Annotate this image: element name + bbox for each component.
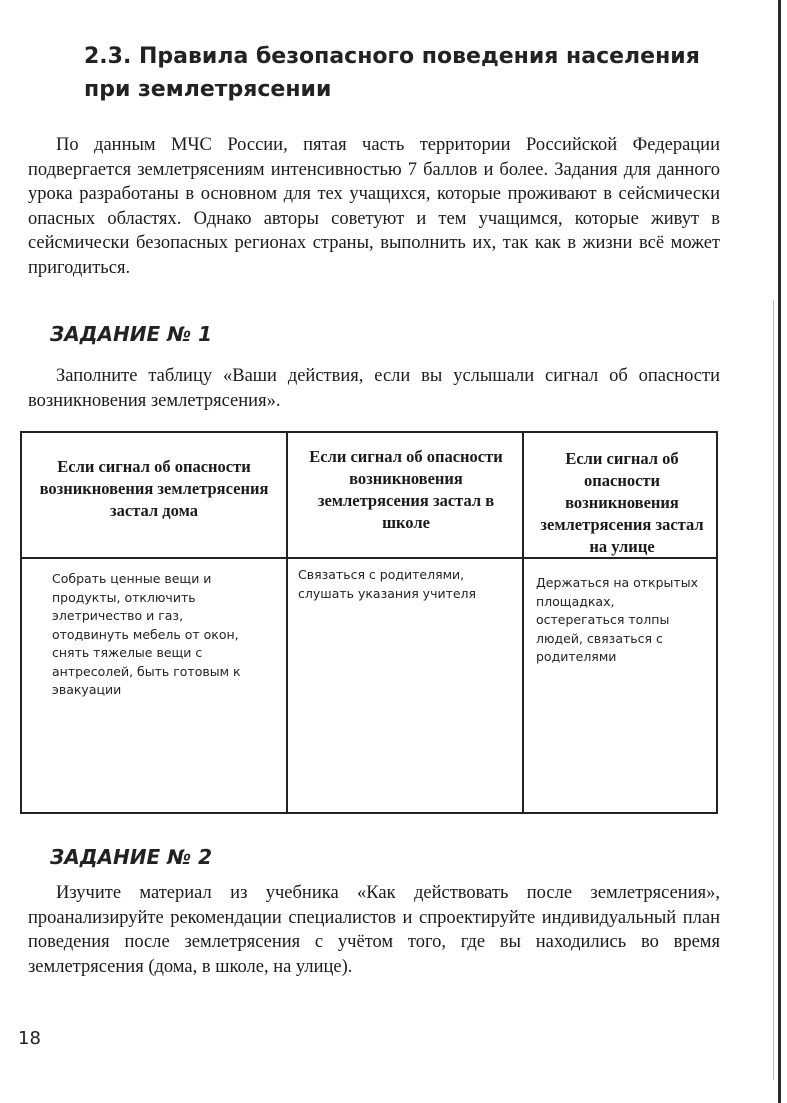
page-number: 18 [18, 1028, 41, 1049]
task1-instruction: Заполните таблицу «Ваши действия, если вы услышали сигнал об опасности возникновения землетрясения». [28, 366, 720, 411]
table-header-street: Если сигнал об опасности возникновения землетрясения застал на улице [540, 449, 704, 556]
table-col-divider-1-top [286, 433, 288, 559]
page-edge-line-thin [773, 300, 774, 1080]
section-title: 2.3. Правила безопасного поведения населения при землетрясении [84, 44, 700, 102]
table-header-school: Если сигнал об опасности возникновения землетрясения застал в школе [309, 447, 503, 532]
page-edge-line [778, 0, 781, 1103]
intro-text: По данным МЧС России, пятая часть территории Российской Федерации подвергается землетрясениям интенсивностью 7 баллов и более. Задания для данного урока разработаны в основном для тех учащихся, которые проживают в сейсмически опасных областях. Однако авторы советуют и тем учащимся, которые живут в сейсмически безопасных регионах страны, выполнить их, так как в жизни всё может пригодиться. [28, 135, 720, 278]
task2-heading: ЗАДАНИЕ № 2 [50, 845, 213, 869]
table-col-divider-1-bottom [286, 559, 288, 812]
table-header-home: Если сигнал об опасности возникновения землетрясения застал дома [39, 457, 269, 520]
table-answer-home: Собрать ценные вещи и продукты, отключить элетричество и газ, отодвинуть мебель от окон, снять тяжелые вещи с антресолей, быть готовым к эвакуации [52, 571, 241, 697]
task2-text: Изучите материал из учебника «Как действовать после землетрясения», проанализируйте рекомендации специалистов и спроектируйте индивидуальный план поведения после землетрясения с учётом того, где вы находились во время землетрясения (дома, в школе, на улице). [28, 883, 720, 977]
actions-table [20, 431, 718, 814]
table-answer-school: Связаться с родителями, слушать указания учителя [298, 567, 477, 601]
intro-paragraph [28, 133, 720, 280]
task1-instruction-paragraph [28, 364, 720, 413]
task1-heading: ЗАДАНИЕ № 1 [50, 322, 213, 346]
table-col-divider-2 [522, 433, 524, 812]
table-answer-street: Держаться на открытых площадках, остерегаться толпы людей, связаться с родителями [536, 575, 698, 664]
task2-paragraph [28, 881, 720, 979]
